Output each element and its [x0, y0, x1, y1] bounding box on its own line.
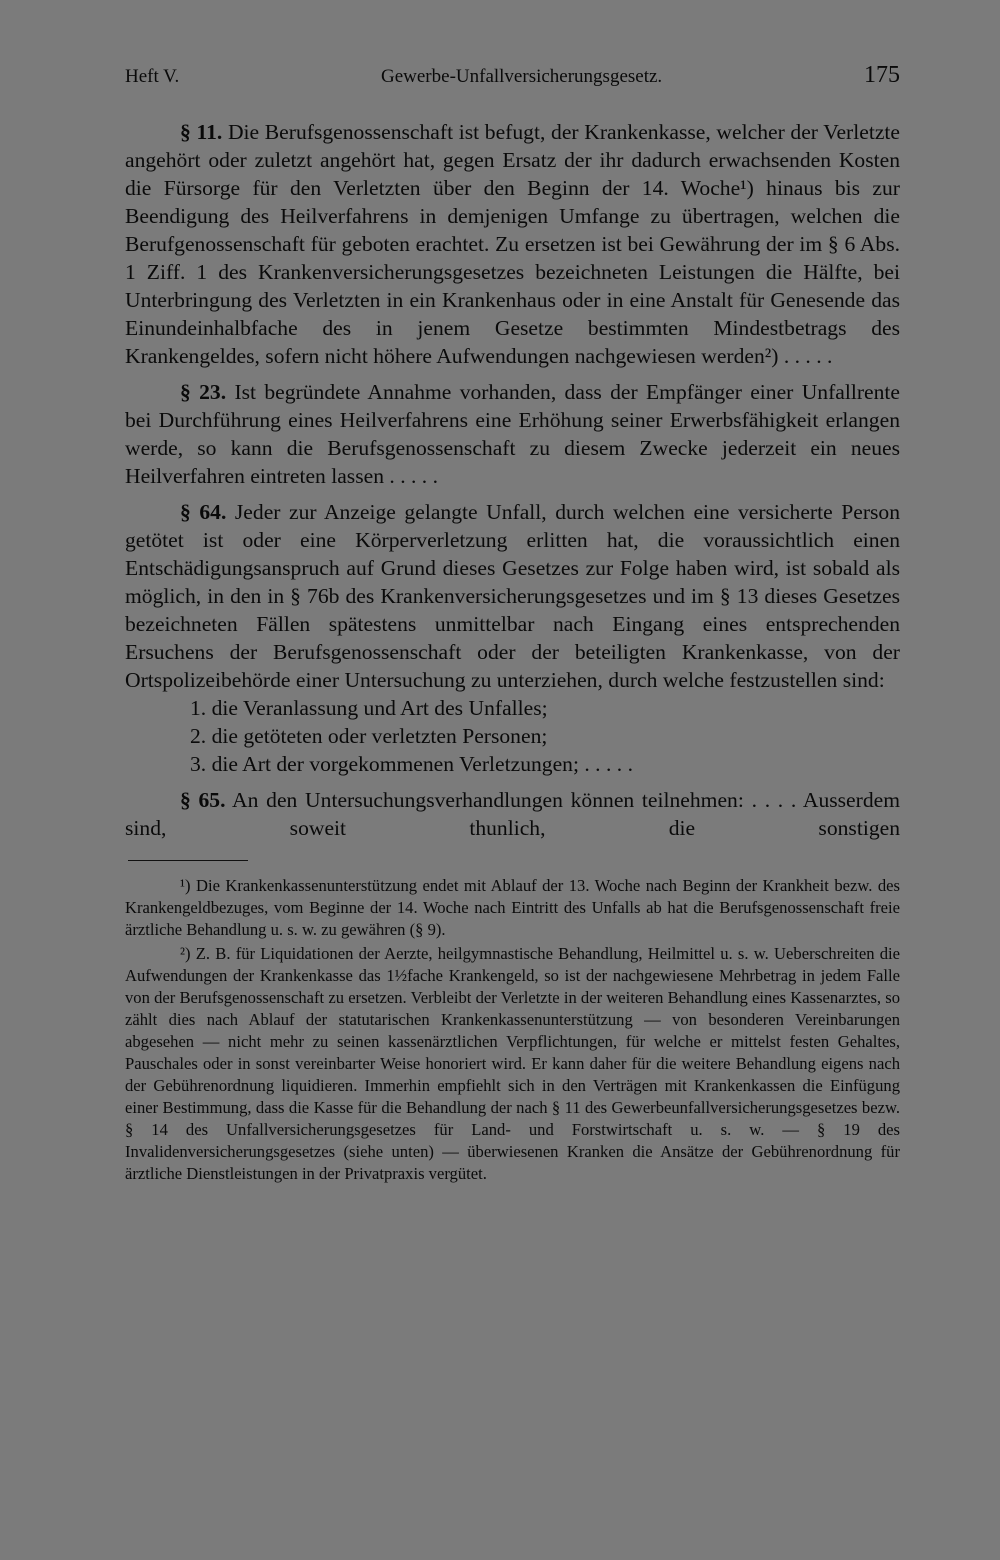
paragraph-section-65	[125, 786, 900, 842]
paragraph-section-64	[125, 498, 900, 694]
paragraph-text: Die Berufsgenossenschaft ist befugt, der Krankenkasse, welcher der Verletzte angehört oder zuletzt angehört hat, gegen Ersatz der ihr dadurch erwachsenden Kosten die Fürsorge für den Verletzten über den Beginn der 14. Woche¹) hinaus bis zur Beendigung des Heilverfahrens in demjenigen Umfange zu übertragen, welchen die Berufgenossenschaft für geboten erachtet. Zu ersetzen ist bei Gewährung der im § 6 Abs. 1 Ziff. 1 des Krankenversicherungsgesetzes bezeichneten Leistungen die Hälfte, bei Unterbringung des Verletzten in ein Krankenhaus oder in eine Anstalt für Genesende das Einundeinhalbfache des in jenem Gesetze bestimmten Mindestbetrags des Krankengeldes, sofern nicht höhere Aufwendungen nachgewiesen werden²) . . . . .	[125, 120, 900, 368]
paragraph-text: Jeder zur Anzeige gelangte Unfall, durch welchen eine versicherte Person getötet ist oder eine Körperverletzung erlitten hat, die voraussichtlich einen Entschädigungsanspruch auf Grund dieses Gesetzes zur Folge haben wird, ist sobald als möglich, in den in § 76b des Krankenversicherungsgesetzes und im § 13 dieses Gesetzes bezeichneten Fällen spätestens unmittelbar nach Eingang eines entsprechenden Ersuchens der Berufsgenossenschaft oder der beteiligten Krankenkasse, von der Ortspolizeibehörde einer Untersuchung zu unterziehen, durch welche festzustellen sind:	[125, 500, 901, 692]
paragraph-section-23	[125, 378, 900, 490]
footnote-text: Z. B. für Liquidationen der Aerzte, heilgymnastische Behandlung, Heilmittel u. s. w. Ueberschreiten die Aufwendungen der Krankenkasse das 1½fache Krankengeld, so ist der nachgewiesene Mehrbetrag in jedem Falle von der Berufsgenossenschaft zu ersetzen. Verbleibt der Verletzte in der weiteren Behandlung eines Kassenarztes, so zählt dies nach Ablauf der statutarischen Krankenkassenunterstützung — von besonderen Vereinbarungen abgesehen — nicht mehr zu seinen kassenärztlichen Verpflichtungen, für welche er mittelst festen Gehaltes, Pauschales oder in sonst vereinbarter Weise honoriert wird. Er kann daher für die weitere Behandlung eigens nach der Gebührenordnung liquidieren. Immerhin empfiehlt sich in den Verträgen mit Krankenkassen die Einfügung einer Bestimmung, dass die Kasse für die Behandlung der nach § 11 des Gewerbeunfallversicherungsgesetzes bezw. § 14 des Unfallversicherungsgesetzes für Land- und Forstwirtschaft u. s. w. — § 19 des Invalidenversicherungsgesetzes (siehe unten) — überwiesenen Kranken die Ansätze der Gebührenordnung für ärztliche Dienstleistungen in der Privatpraxis vergütet.	[125, 944, 900, 1183]
paragraph-text: An den Untersuchungsverhandlungen können teilnehmen: . . . . Ausserdem sind, soweit thunlich, die sonstigen	[125, 788, 900, 840]
main-text	[125, 118, 900, 842]
running-header	[125, 62, 900, 96]
footnote-marker: ¹)	[180, 876, 191, 895]
page-number: 175	[863, 62, 900, 88]
footnote-divider	[128, 860, 248, 861]
section-marker: § 11.	[180, 120, 223, 144]
section-marker: § 65.	[180, 788, 226, 812]
footnote-2	[125, 943, 900, 1185]
list-item: 3. die Art der vorgekommenen Verletzungen; . . . . .	[190, 752, 633, 776]
list-item: 1. die Veranlassung und Art des Unfalles;	[190, 696, 548, 720]
paragraph-section-11	[125, 118, 900, 370]
footnote-text: Die Krankenkassenunterstützung endet mit Ablauf der 13. Woche nach Beginn der Krankheit bezw. des Krankengeldbezuges, vom Beginne der 14. Woche nach Eintritt des Unfalls ab hat die Berufsgenossenschaft freie ärztliche Behandlung u. s. w. zu gewähren (§ 9).	[125, 876, 900, 939]
header-volume: Heft V.	[125, 66, 180, 87]
list-item: 2. die getöteten oder verletzten Personen;	[190, 724, 548, 748]
footnote-1	[125, 875, 900, 941]
footnotes	[125, 875, 900, 1185]
footnote-marker: ²)	[180, 944, 191, 963]
section-marker: § 64.	[180, 500, 227, 524]
paragraph-text: Ist begründete Annahme vorhanden, dass der Empfänger einer Unfallrente bei Durchführung eines Heilverfahrens eine Erhöhung seiner Erwerbsfähigkeit erlangen werde, so kann die Berufsgenossenschaft zu diesem Zwecke jederzeit ein neues Heilverfahren eintreten lassen . . . . .	[125, 380, 901, 488]
section-marker: § 23.	[180, 380, 227, 404]
enumerated-list	[125, 694, 900, 778]
header-title: Gewerbe-Unfallversicherungsgesetz.	[381, 66, 663, 87]
